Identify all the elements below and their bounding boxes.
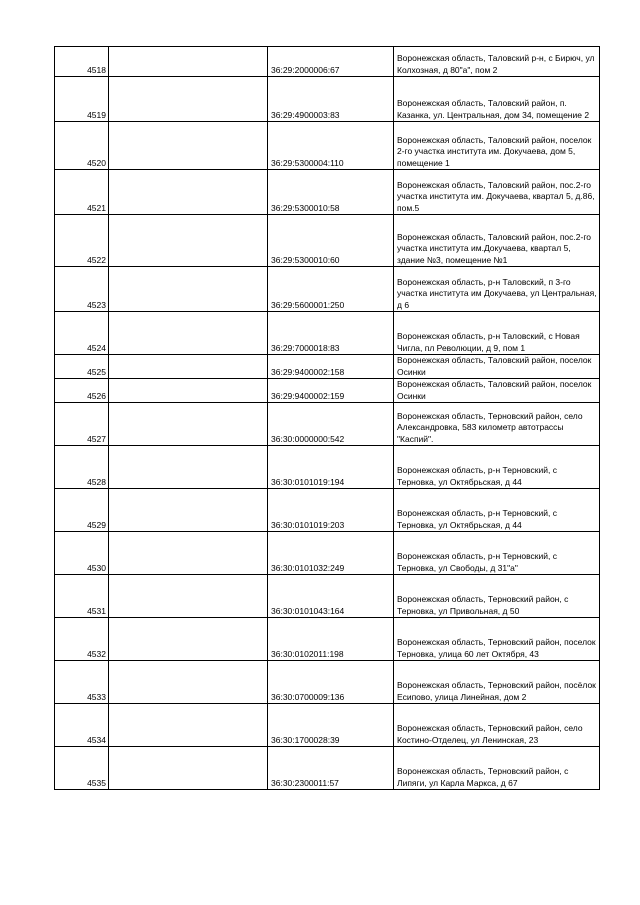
table-row [55, 122, 600, 170]
empty-cell [109, 267, 268, 312]
address-cell: Воронежская область, р-н Терновский, с Терновка, ул Октябрьская, д 44 [394, 489, 600, 532]
empty-cell [109, 704, 268, 747]
cadastral-number-cell: 36:30:2300011:57 [268, 747, 394, 790]
table-row [55, 267, 600, 312]
row-number-cell: 4534 [55, 704, 109, 747]
row-number-cell: 4524 [55, 312, 109, 355]
registry-table [54, 46, 600, 790]
table-row [55, 47, 600, 77]
cadastral-number-cell: 36:29:4900003:83 [268, 77, 394, 122]
row-number-cell: 4523 [55, 267, 109, 312]
cadastral-number-cell: 36:29:2000006:67 [268, 47, 394, 77]
cadastral-number-cell: 36:29:5300010:60 [268, 215, 394, 267]
empty-cell [109, 170, 268, 215]
table-row [55, 77, 600, 122]
row-number-cell: 4529 [55, 489, 109, 532]
empty-cell [109, 403, 268, 446]
address-cell: Воронежская область, р-н Терновский, с Терновка, ул Октябрьская, д 44 [394, 446, 600, 489]
row-number-cell: 4530 [55, 532, 109, 575]
address-cell: Воронежская область, Терновский район, с Липяги, ул Карла Маркса, д 67 [394, 747, 600, 790]
address-cell: Воронежская область, Терновский район, с Терновка, ул Привольная, д 50 [394, 575, 600, 618]
address-cell: Воронежская область, р-н Таловский, п 3-го участка института им Докучаева, ул Центральная, д 6 [394, 267, 600, 312]
cadastral-number-cell: 36:30:0102011:198 [268, 618, 394, 661]
table-row [55, 575, 600, 618]
table-row [55, 215, 600, 267]
cadastral-number-cell: 36:30:0101043:164 [268, 575, 394, 618]
empty-cell [109, 77, 268, 122]
address-cell: Воронежская область, р-н Терновский, с Терновка, ул Свободы, д 31"а" [394, 532, 600, 575]
cadastral-number-cell: 36:30:0000000:542 [268, 403, 394, 446]
cadastral-number-cell: 36:30:0101019:194 [268, 446, 394, 489]
address-cell: Воронежская область, Таловский район, поселок Осинки [394, 379, 600, 403]
table-row [55, 446, 600, 489]
empty-cell [109, 618, 268, 661]
row-number-cell: 4525 [55, 355, 109, 379]
row-number-cell: 4531 [55, 575, 109, 618]
cadastral-number-cell: 36:29:7000018:83 [268, 312, 394, 355]
empty-cell [109, 575, 268, 618]
cadastral-number-cell: 36:30:0101032:249 [268, 532, 394, 575]
empty-cell [109, 446, 268, 489]
table-row [55, 312, 600, 355]
table-row [55, 170, 600, 215]
row-number-cell: 4527 [55, 403, 109, 446]
table-row [55, 704, 600, 747]
empty-cell [109, 532, 268, 575]
table-row [55, 661, 600, 704]
row-number-cell: 4528 [55, 446, 109, 489]
table-row [55, 403, 600, 446]
row-number-cell: 4532 [55, 618, 109, 661]
cadastral-number-cell: 36:30:0700009:136 [268, 661, 394, 704]
table-row [55, 618, 600, 661]
cadastral-number-cell: 36:30:0101019:203 [268, 489, 394, 532]
cadastral-number-cell: 36:29:9400002:158 [268, 355, 394, 379]
row-number-cell: 4526 [55, 379, 109, 403]
address-cell: Воронежская область, Таловский район, п. Казанка, ул. Центральная, дом 34, помещение 2 [394, 77, 600, 122]
table-row [55, 532, 600, 575]
table-row [55, 489, 600, 532]
address-cell: Воронежская область, Таловский район, поселок Осинки [394, 355, 600, 379]
address-cell: Воронежская область, Терновский район, село Костино-Отделец, ул Ленинская, 23 [394, 704, 600, 747]
empty-cell [109, 312, 268, 355]
address-cell: Воронежская область, Таловский район, поселок 2-го участка института им. Докучаева, дом 5, помещение 1 [394, 122, 600, 170]
row-number-cell: 4535 [55, 747, 109, 790]
address-cell: Воронежская область, р-н Таловский, с Новая Чигла, пл Революции, д 9, пом 1 [394, 312, 600, 355]
cadastral-number-cell: 36:29:5300010:58 [268, 170, 394, 215]
row-number-cell: 4533 [55, 661, 109, 704]
row-number-cell: 4520 [55, 122, 109, 170]
cadastral-number-cell: 36:29:5300004:110 [268, 122, 394, 170]
empty-cell [109, 661, 268, 704]
cadastral-number-cell: 36:29:5600001:250 [268, 267, 394, 312]
cadastral-number-cell: 36:29:9400002:159 [268, 379, 394, 403]
table-row [55, 379, 600, 403]
address-cell: Воронежская область, Терновский район, поселок Терновка, улица 60 лет Октября, 43 [394, 618, 600, 661]
row-number-cell: 4519 [55, 77, 109, 122]
row-number-cell: 4521 [55, 170, 109, 215]
registry-table-body [55, 47, 600, 790]
empty-cell [109, 489, 268, 532]
cadastral-number-cell: 36:30:1700028:39 [268, 704, 394, 747]
row-number-cell: 4518 [55, 47, 109, 77]
empty-cell [109, 215, 268, 267]
address-cell: Воронежская область, Таловский район, пос.2-го участка института им. Докучаева, квартал 5, д.86, пом.5 [394, 170, 600, 215]
address-cell: Воронежская область, Таловский р-н, с Бирюч, ул Колхозная, д 80"а", пом 2 [394, 47, 600, 77]
empty-cell [109, 747, 268, 790]
empty-cell [109, 379, 268, 403]
table-row [55, 355, 600, 379]
address-cell: Воронежская область, Таловский район, пос.2-го участка института им.Докучаева, квартал 5, здание №3, помещение №1 [394, 215, 600, 267]
row-number-cell: 4522 [55, 215, 109, 267]
address-cell: Воронежская область, Терновский район, село Александровка, 583 километр автотрассы "Каспий". [394, 403, 600, 446]
empty-cell [109, 355, 268, 379]
address-cell: Воронежская область, Терновский район, посёлок Есипово, улица Линейная, дом 2 [394, 661, 600, 704]
empty-cell [109, 122, 268, 170]
table-row [55, 747, 600, 790]
empty-cell [109, 47, 268, 77]
